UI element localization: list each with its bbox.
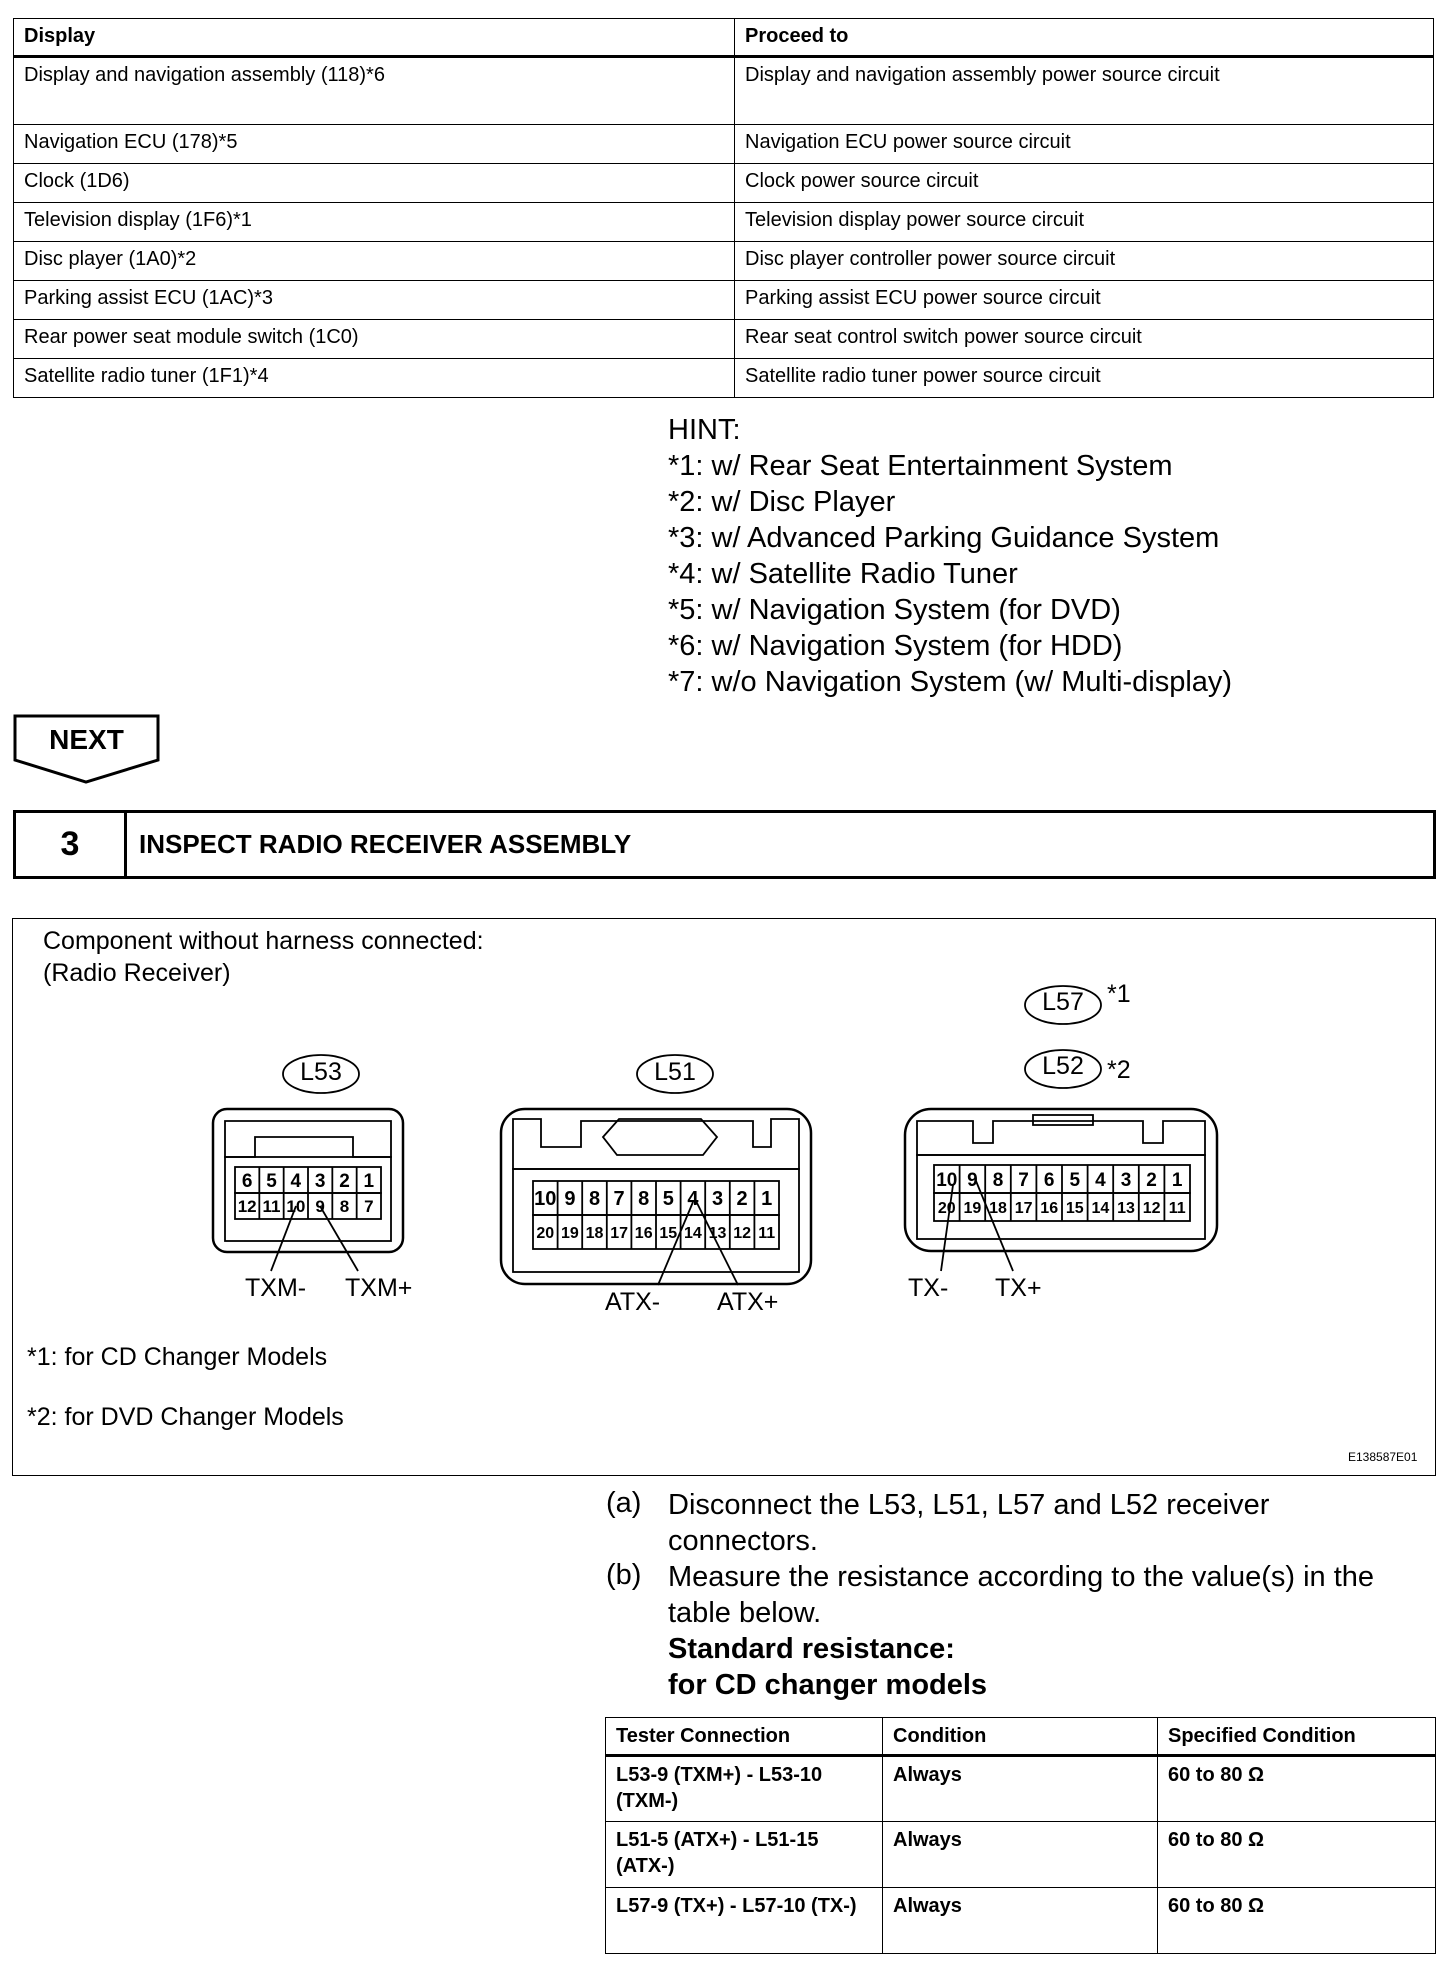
pin-number: 3	[314, 1170, 326, 1192]
pin-number: 10	[534, 1188, 557, 1211]
step-title: INSPECT RADIO RECEIVER ASSEMBLY	[139, 829, 632, 859]
table-row	[606, 1756, 1436, 1822]
display-cell: Clock (1D6)	[14, 164, 735, 203]
table-row	[14, 203, 1434, 242]
terminal-atx-minus: ATX-	[605, 1288, 661, 1316]
proceed-cell: Television display power source circuit	[735, 203, 1434, 242]
table-row	[14, 320, 1434, 359]
pin-number: 6	[1043, 1169, 1055, 1191]
tester-connection-cell: L53-9 (TXM+) - L53-10 (TXM-)	[606, 1756, 883, 1822]
table-row	[606, 1888, 1436, 1954]
pin-number: 9	[315, 1197, 325, 1217]
pin-number: 17	[1014, 1199, 1033, 1217]
pin-number: 2	[736, 1188, 748, 1211]
next-button[interactable]	[13, 714, 160, 784]
table-row	[14, 125, 1434, 164]
step-b-letter: (b)	[606, 1559, 642, 1591]
display-cell: Satellite radio tuner (1F1)*4	[14, 359, 735, 398]
header-specified-condition: Specified Condition	[1158, 1718, 1436, 1756]
pin-number: 14	[1091, 1199, 1110, 1217]
pin-number: 2	[339, 1170, 350, 1192]
resistance-table	[605, 1717, 1436, 1954]
next-label: NEXT	[49, 724, 124, 755]
terminal-txm-minus: TXM-	[245, 1274, 307, 1302]
connector-l51-key	[603, 1119, 717, 1155]
hint-note: *5: w/ Navigation System (for DVD)	[668, 594, 1121, 626]
pin-number: 14	[684, 1224, 702, 1242]
pin-number: 1	[761, 1188, 773, 1211]
step-number: 3	[16, 813, 127, 876]
terminal-atx-plus: ATX+	[717, 1288, 779, 1316]
display-cell: Navigation ECU (178)*5	[14, 125, 735, 164]
pin-number: 11	[262, 1197, 281, 1217]
specified-condition-cell: 60 to 80 Ω	[1158, 1756, 1436, 1822]
pin-number: 13	[1117, 1199, 1135, 1217]
pin-number: 4	[290, 1170, 302, 1192]
pin-number: 10	[286, 1197, 306, 1217]
diagram-caption: Component without harness connected:	[43, 927, 484, 955]
hint-note: *7: w/o Navigation System (w/ Multi-display)	[668, 666, 1233, 698]
pin-number: 12	[733, 1224, 751, 1242]
hint-note: *3: w/ Advanced Parking Guidance System	[668, 522, 1220, 554]
connector-l53-latch	[225, 1121, 391, 1157]
hint-note: *2: w/ Disc Player	[668, 486, 896, 518]
step-a-line: connectors.	[668, 1525, 818, 1557]
pin-number: 6	[241, 1170, 253, 1192]
pin-number: 3	[711, 1188, 724, 1211]
table-row	[14, 242, 1434, 281]
connector-l57-latch	[917, 1121, 1205, 1155]
header-display: Display	[14, 19, 735, 57]
pin-number: 16	[634, 1224, 653, 1242]
display-cell: Parking assist ECU (1AC)*3	[14, 281, 735, 320]
proceed-cell: Display and navigation assembly power source circuit	[735, 57, 1434, 125]
display-cell: Television display (1F6)*1	[14, 203, 735, 242]
tx-minus-leader	[941, 1185, 953, 1271]
terminal-tx-plus: TX+	[995, 1274, 1042, 1302]
hint-block	[668, 412, 1232, 700]
figure-id: E138587E01	[1348, 1450, 1418, 1464]
proceed-cell: Navigation ECU power source circuit	[735, 125, 1434, 164]
pin-number: 17	[610, 1224, 628, 1242]
pin-number: 7	[1018, 1169, 1029, 1191]
pin-number: 5	[662, 1188, 674, 1211]
pin-number: 8	[339, 1197, 350, 1217]
table-row	[14, 57, 1434, 125]
condition-cell: Always	[883, 1756, 1158, 1822]
tester-connection-cell: L57-9 (TX+) - L57-10 (TX-)	[606, 1888, 883, 1954]
pin-number: 20	[937, 1199, 956, 1217]
connector-l57-label: L57	[1042, 988, 1084, 1016]
table-header-row	[606, 1718, 1436, 1756]
pin-number: 8	[992, 1169, 1004, 1191]
connector-l57-key	[1033, 1115, 1093, 1125]
step-b-line: Measure the resistance according to the value(s) in the	[668, 1561, 1375, 1593]
terminal-txm-plus: TXM+	[345, 1274, 413, 1302]
pin-number: 5	[266, 1170, 277, 1192]
pin-number: 18	[989, 1199, 1007, 1217]
proceed-cell: Parking assist ECU power source circuit	[735, 281, 1434, 320]
diagram-caption-sub: (Radio Receiver)	[43, 959, 231, 987]
hint-note: *4: w/ Satellite Radio Tuner	[668, 558, 1018, 590]
hint-note: *6: w/ Navigation System (for HDD)	[668, 630, 1123, 662]
pin-number: 7	[364, 1197, 374, 1217]
display-cell: Disc player (1A0)*2	[14, 242, 735, 281]
connector-l51-label: L51	[654, 1058, 696, 1086]
pin-number: 8	[638, 1188, 650, 1211]
condition-cell: Always	[883, 1888, 1158, 1954]
hint-title: HINT:	[668, 414, 741, 446]
hint-note: *1: w/ Rear Seat Entertainment System	[668, 450, 1173, 482]
pin-number: 20	[536, 1224, 555, 1242]
pin-number: 16	[1040, 1199, 1059, 1217]
pin-number: 1	[363, 1170, 375, 1192]
step-b-line: table below.	[668, 1597, 822, 1629]
pin-number: 19	[561, 1224, 579, 1242]
footnote-cd-changer: *1: for CD Changer Models	[27, 1343, 328, 1371]
pin-number: 18	[585, 1224, 604, 1242]
condition-cell: Always	[883, 1822, 1158, 1888]
connector-l52-note: *2	[1107, 1056, 1131, 1084]
cd-changer-models-label: for CD changer models	[668, 1669, 988, 1701]
proceed-cell: Satellite radio tuner power source circuit	[735, 359, 1434, 398]
proceed-cell: Clock power source circuit	[735, 164, 1434, 203]
header-proceed-to: Proceed to	[735, 19, 1434, 57]
pin-number: 5	[1069, 1169, 1081, 1191]
table-row	[606, 1822, 1436, 1888]
display-cell: Rear power seat module switch (1C0)	[14, 320, 735, 359]
connector-l57-note: *1	[1107, 980, 1131, 1008]
pin-number: 1	[1171, 1169, 1183, 1191]
terminal-tx-minus: TX-	[908, 1274, 949, 1302]
tx-plus-leader	[976, 1181, 1013, 1271]
proceed-cell: Disc player controller power source circuit	[735, 242, 1434, 281]
step-a-letter: (a)	[606, 1487, 642, 1519]
table-row	[14, 281, 1434, 320]
pin-number: 12	[1142, 1199, 1161, 1217]
connector-l52-label: L52	[1042, 1052, 1084, 1080]
step-a-line: Disconnect the L53, L51, L57 and L52 receiver	[668, 1489, 1270, 1521]
pin-number: 8	[588, 1188, 601, 1211]
pin-number: 2	[1146, 1169, 1157, 1191]
pin-number: 13	[708, 1224, 727, 1242]
display-table	[13, 18, 1434, 398]
connector-l51-latch	[513, 1119, 799, 1169]
pin-number: 10	[936, 1169, 958, 1191]
connector-l53-label: L53	[300, 1058, 342, 1086]
pin-number: 15	[659, 1224, 678, 1242]
pin-number: 19	[963, 1199, 982, 1217]
specified-condition-cell: 60 to 80 Ω	[1158, 1822, 1436, 1888]
proceed-cell: Rear seat control switch power source circuit	[735, 320, 1434, 359]
display-cell: Display and navigation assembly (118)*6	[14, 57, 735, 125]
tester-connection-cell: L51-5 (ATX+) - L51-15 (ATX-)	[606, 1822, 883, 1888]
standard-resistance-label: Standard resistance:	[668, 1633, 955, 1665]
specified-condition-cell: 60 to 80 Ω	[1158, 1888, 1436, 1954]
pin-number: 12	[237, 1197, 257, 1217]
connector-diagram	[12, 918, 1436, 1476]
pin-number: 11	[1168, 1199, 1186, 1217]
pin-number: 4	[687, 1188, 699, 1211]
header-tester-connection: Tester Connection	[606, 1718, 883, 1756]
table-row	[14, 359, 1434, 398]
footnote-dvd-changer: *2: for DVD Changer Models	[27, 1403, 344, 1431]
step-header	[13, 810, 1436, 879]
pin-number: 4	[1095, 1169, 1106, 1191]
pin-number: 7	[613, 1188, 625, 1211]
pin-number: 9	[967, 1169, 978, 1191]
pin-number: 15	[1065, 1199, 1084, 1217]
table-header-row	[14, 19, 1434, 57]
header-condition: Condition	[883, 1718, 1158, 1756]
pin-number: 3	[1120, 1169, 1132, 1191]
table-row	[14, 164, 1434, 203]
pin-number: 11	[758, 1224, 776, 1242]
pin-number: 9	[564, 1188, 576, 1211]
connector-drawing	[13, 919, 1437, 1477]
